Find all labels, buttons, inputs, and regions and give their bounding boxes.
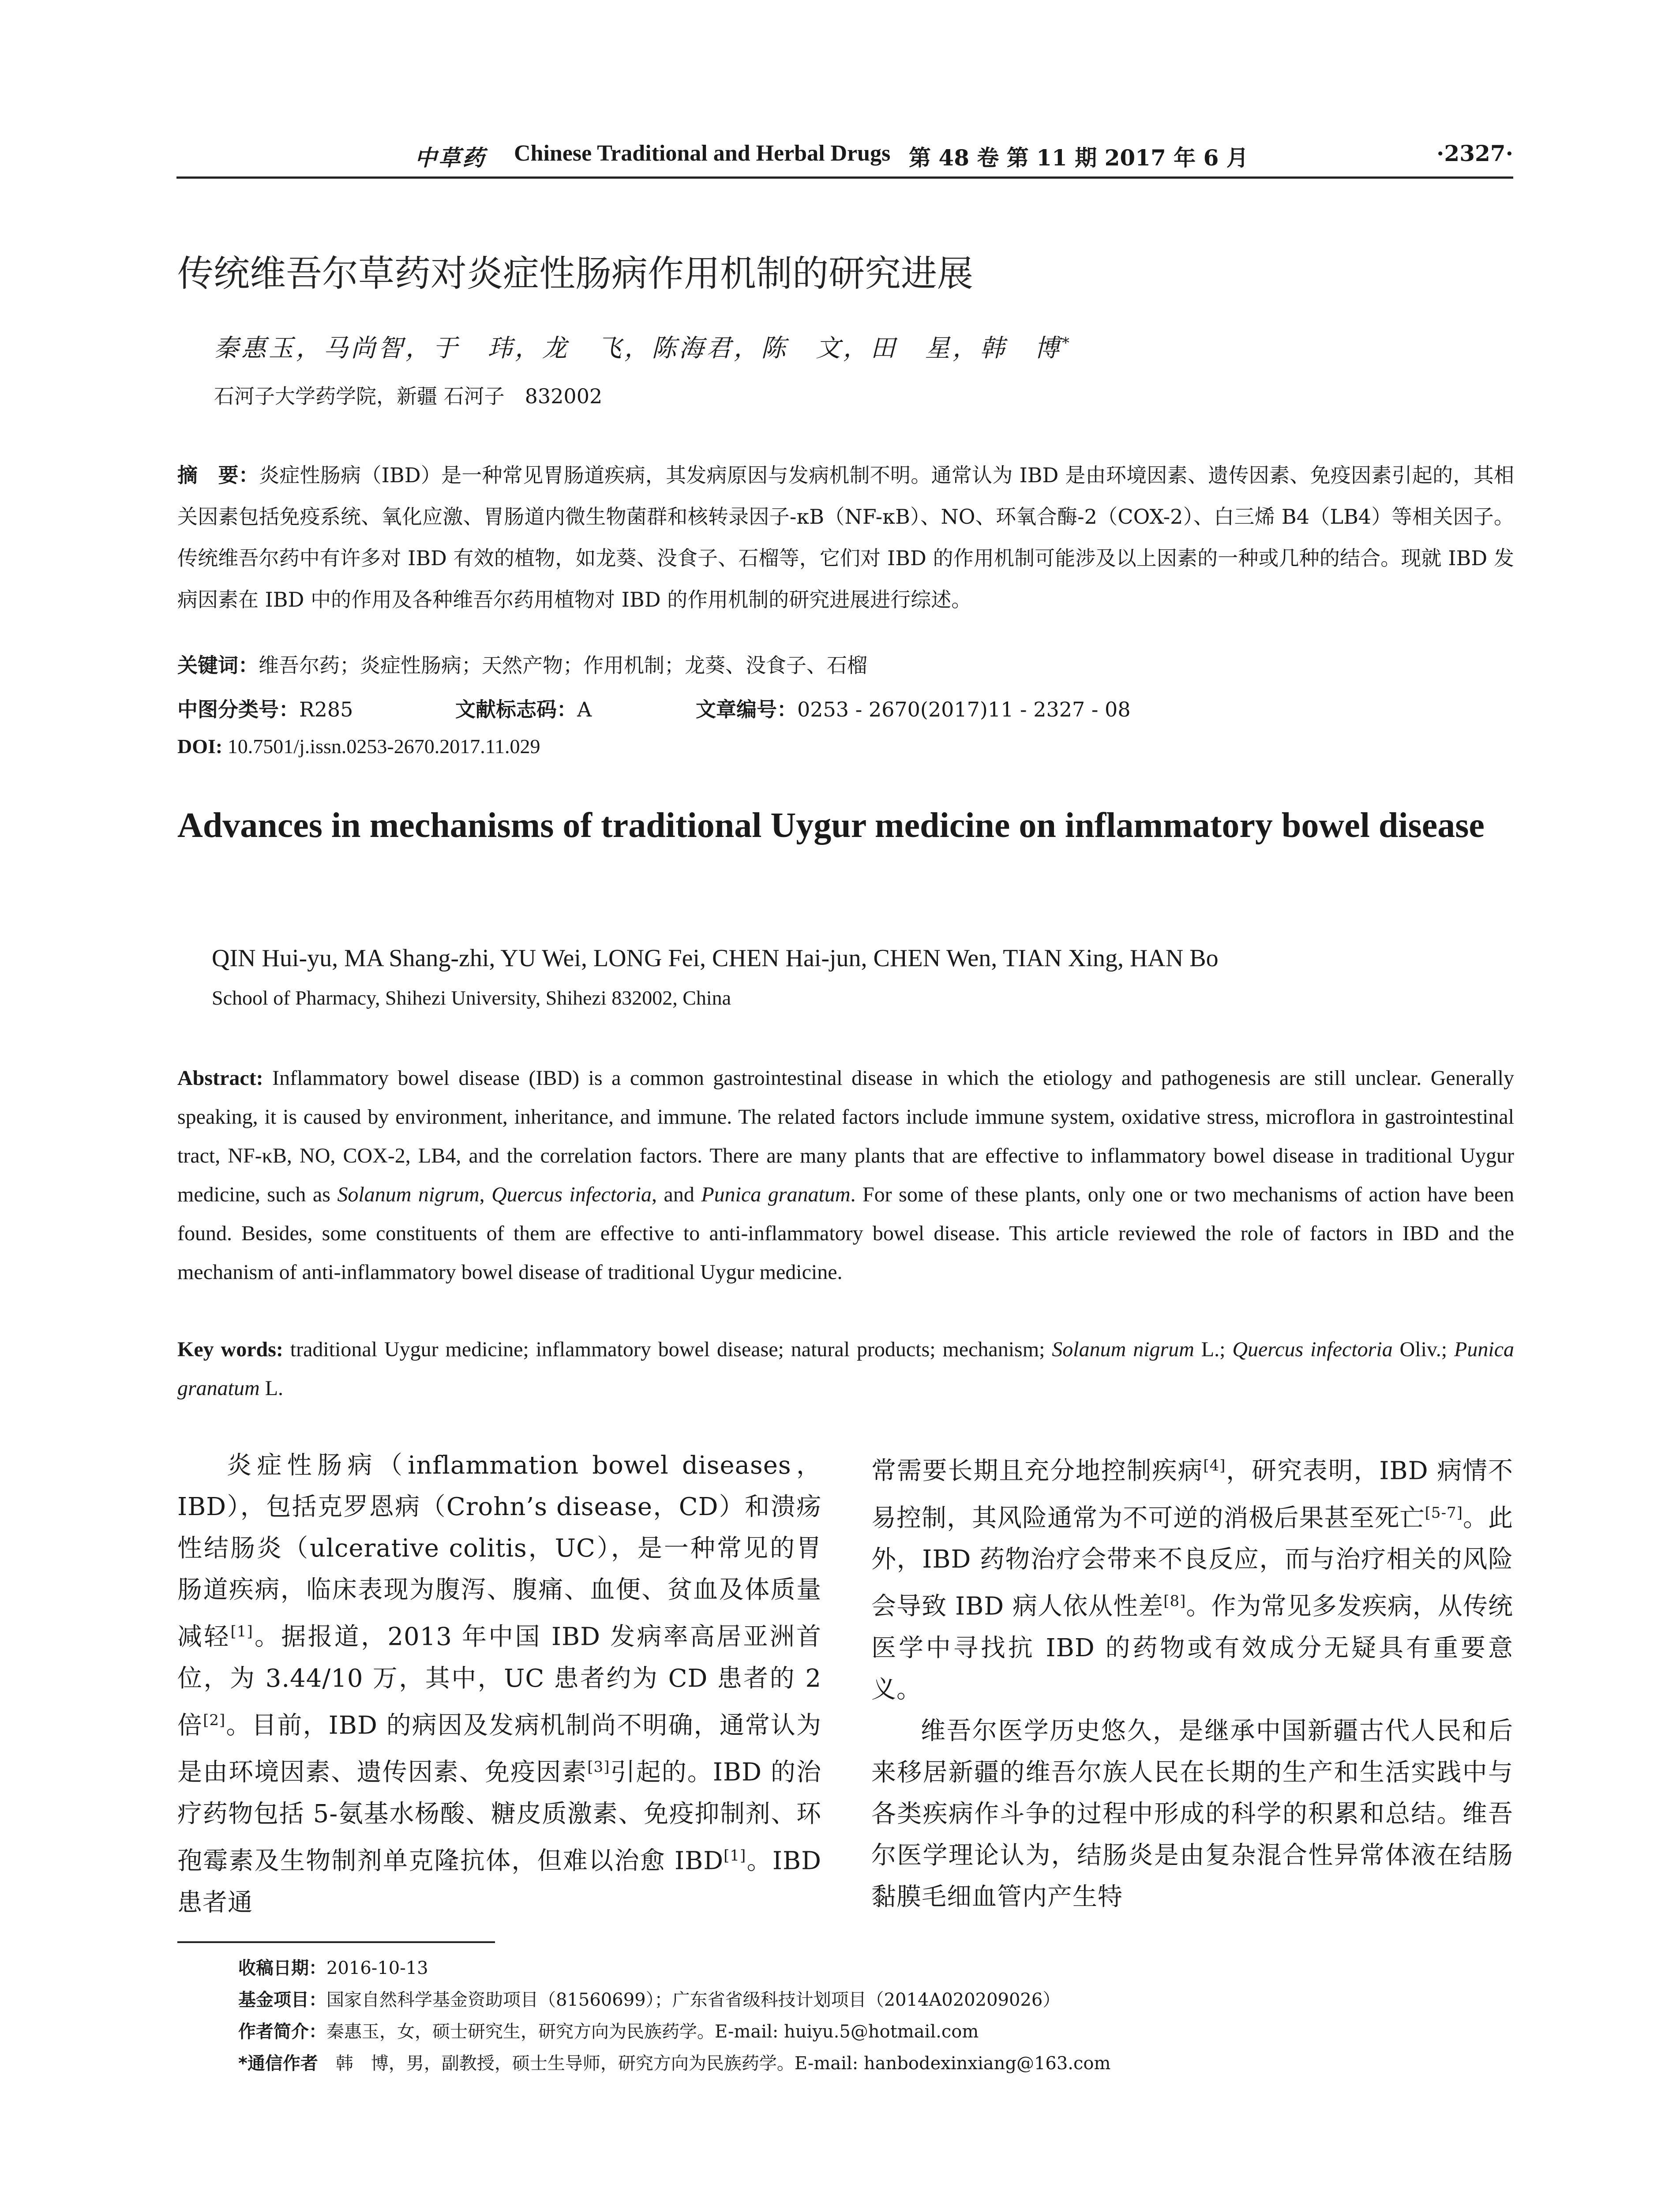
author-list-cn: 秦惠玉，马尚智，于 玮，龙 飞，陈海君，陈 文，田 星，韩 博 [214,334,1062,363]
clc-code [177,694,353,723]
keywords-cn [177,649,1514,679]
page-number: ·2327· [1436,140,1513,166]
abstract-en-text: , [479,1183,492,1206]
body-text: 。IBD 患者通 [177,1846,821,1917]
affiliation-cn: 石河子大学药学院，新疆 石河子 832002 [214,384,603,408]
keywords-en-label: Key words: [177,1338,283,1361]
keywords-en [177,1330,1514,1408]
citation-ref[interactable]: [4] [1203,1457,1226,1474]
issue-info: 第 48 卷 第 11 期 2017 年 6 月 [909,145,1249,171]
corresponding-mark: * [1062,334,1072,352]
body-text: 常需要长期且充分地控制疾病 [871,1456,1204,1486]
keywords-en-text: L.; [1194,1338,1233,1361]
footnote-value: 秦惠玉，女，硕士研究生，研究方向为民族药学。E-mail: huiyu.5@hotmail.com [326,2022,979,2042]
article-number [696,694,1131,723]
footnote-value: 2016-10-13 [326,1958,428,1978]
journal-name-en: Chinese Traditional and Herbal Drugs [514,141,891,166]
title-en: Advances in mechanisms of traditional Uygur medicine on inflammatory bowel disease [177,806,1485,845]
body-column-left [177,1445,821,1924]
body-text: 。据报道，2013 年中国 IBD 发病率高居亚洲首位，为 3.44/10 万，其中，UC 患者约为 CD 患者的 2 倍 [177,1622,821,1740]
species-name: Punica granatum [701,1183,851,1206]
species-name: Punica granatum [177,1338,1514,1400]
footnote-divider [177,1941,495,1943]
article-value: 0253 - 2670(2017)11 - 2327 - 08 [797,698,1131,721]
clc-label: 中图分类号： [177,698,299,721]
body-paragraph [177,1445,821,1924]
footnote-corresponding [238,2048,1513,2079]
species-name: Quercus infectoria [1232,1338,1393,1361]
keywords-en-text: Oliv.; [1392,1338,1455,1361]
body-text: 。作为常见多发疾病，从传统医学中寻找抗 IBD 的药物或有效成分无疑具有重要意义。 [871,1592,1514,1704]
citation-ref[interactable]: [5-7] [1425,1504,1463,1522]
footnote-value: 国家自然科学基金资助项目（81560699）；广东省省级科技计划项目（2014A020209026） [326,1990,1061,2010]
doi-value[interactable]: 10.7501/j.issn.0253-2670.2017.11.029 [227,735,540,758]
doc-code [455,694,592,723]
keywords-cn-label: 关键词： [177,653,259,677]
abstract-cn [177,454,1514,620]
body-text: 。此外，IBD 药物治疗会带来不良反应，而与治疗相关的风险会导致 IBD 病人依从性差 [871,1504,1514,1621]
doc-value: A [577,698,592,721]
citation-ref[interactable]: [2] [203,1711,226,1729]
running-header [176,136,1513,171]
footnote-label: 收稿日期： [238,1958,326,1978]
species-name: Solanum nigrum [1052,1338,1194,1361]
body-text: 引起的。IBD 的治疗药物包括 5-氨基水杨酸、糖皮质激素、免疫抑制剂、环孢霉素及生物制剂单克隆抗体，但难以治愈 IBD [177,1758,822,1876]
header-divider [176,176,1513,179]
affiliation-en: School of Pharmacy, Shihezi University, Shihezi 832002, China [212,987,731,1009]
citation-ref[interactable]: [1] [230,1623,253,1640]
article-label: 文章编号： [696,698,797,721]
doi-label: DOI: [177,735,223,758]
body-paragraph: 维吾尔医学历史悠久，是继承中国新疆古代人民和后来移居新疆的维吾尔族人民在长期的生产和生活实践中与各类疾病作斗争的过程中形成的科学的积累和总结。维吾尔医学理论认为，结肠炎是由复杂混合性异常体液在结肠黏膜毛细血管内产生特 [871,1716,1513,1911]
clc-value: R285 [299,698,353,721]
abstract-en-text: , and [652,1183,701,1206]
body-column-right [871,1445,1513,1918]
abstract-cn-text: 炎症性肠病（IBD）是一种常见胃肠道疾病，其发病原因与发病机制不明。通常认为 IBD 是由环境因素、遗传因素、免疫因素引起的，其相关因素包括免疫系统、氧化应激、胃肠道内微生物菌群和核转录因子-κB（NF-κB）、NO、环氧合酶-2（COX-2）、白三烯 B4（LB4）等相关因子。传统维吾尔药中有许多对 IBD 有效的植物，如龙葵、没食子、石榴等，它们对 IBD 的作用机制可能涉及以上因素的一种或几种的结合。现就 IBD 发病因素在 IBD 中的作用及各种维吾尔药用植物对 IBD 的作用机制的研究进展进行综述。 [177,463,1514,612]
keywords-en-text: traditional Uygur medicine; inflammatory bowel disease; natural products; mechanism; [283,1338,1052,1361]
body-text: 。目前，IBD 的病因及发病机制尚不明确，通常认为是由环境因素、遗传因素、免疫因素 [177,1711,822,1787]
keywords-en-text: L. [259,1377,284,1400]
abstract-cn-label: 摘 要： [177,463,259,487]
footnotes [238,1952,1513,2079]
footnote-fund [238,1984,1513,2016]
footnote-label: *通信作者 [238,2053,318,2074]
abstract-en-text: . For some of these plants, only one or two mechanisms of action have been found. Besides, some constituents of them are effective to anti-inflammatory bowel disease. This article reviewed the role of factors in IBD and the mechanism of anti-inflammatory bowel disease of traditional Uygur medicine. [177,1183,1515,1284]
body-paragraph [871,1445,1513,1711]
footnote-author [238,2016,1513,2048]
citation-ref[interactable]: [1] [724,1846,746,1865]
keywords-cn-text: 维吾尔药；炎症性肠病；天然产物；作用机制；龙葵、没食子、石榴 [259,653,867,677]
species-name: Quercus infectoria [491,1183,652,1206]
footnote-label: 基金项目： [238,1990,326,2010]
footnote-received [238,1952,1513,1984]
citation-ref[interactable]: [3] [587,1758,610,1776]
abstract-en-label: Abstract: [177,1066,263,1090]
journal-name-cn: 中草药 [415,145,486,171]
abstract-en [177,1059,1514,1292]
authors-en: QIN Hui-yu, MA Shang-zhi, YU Wei, LONG Fei, CHEN Hai-jun, CHEN Wen, TIAN Xing, HAN Bo [212,945,1219,972]
title-cn: 传统维吾尔草药对炎症性肠病作用机制的研究进展 [177,253,974,295]
species-name: Solanum nigrum [337,1183,480,1206]
doc-label: 文献标志码： [455,698,577,721]
footnote-value: 韩 博，男，副教授，硕士生导师，研究方向为民族药学。E-mail: hanbodexinxiang@163.com [335,2053,1111,2074]
citation-ref[interactable]: [8] [1163,1592,1186,1610]
doi [177,735,540,758]
authors-cn [214,329,1072,364]
abstract-en-text: Inflammatory bowel disease (IBD) is a common gastrointestinal disease in which the etiology and pathogenesis are still unclear. Generally speaking, it is caused by environment, inheritance, and immune. The related factors include immune system, oxidative stress, microflora in gastrointestinal tract, NF-κB, NO, COX-2, LB4, and the correlation factors. There are many plants that are effective to inflammatory bowel disease in traditional Uygur medicine, such as [177,1066,1514,1206]
footnote-label: 作者简介： [238,2022,326,2042]
body-text: 炎症性肠病（inflammation bowel diseases，IBD），包括克罗恩病（Crohn’s disease，CD）和溃疡性结肠炎（ulcerative colitis，UC），是一种常见的胃肠道疾病，临床表现为腹泻、腹痛、血便、贫血及体质量减轻 [177,1451,821,1651]
body-text: ，研究表明，IBD 病情不易控制，其风险通常为不可逆的消极后果甚至死亡 [871,1456,1513,1533]
